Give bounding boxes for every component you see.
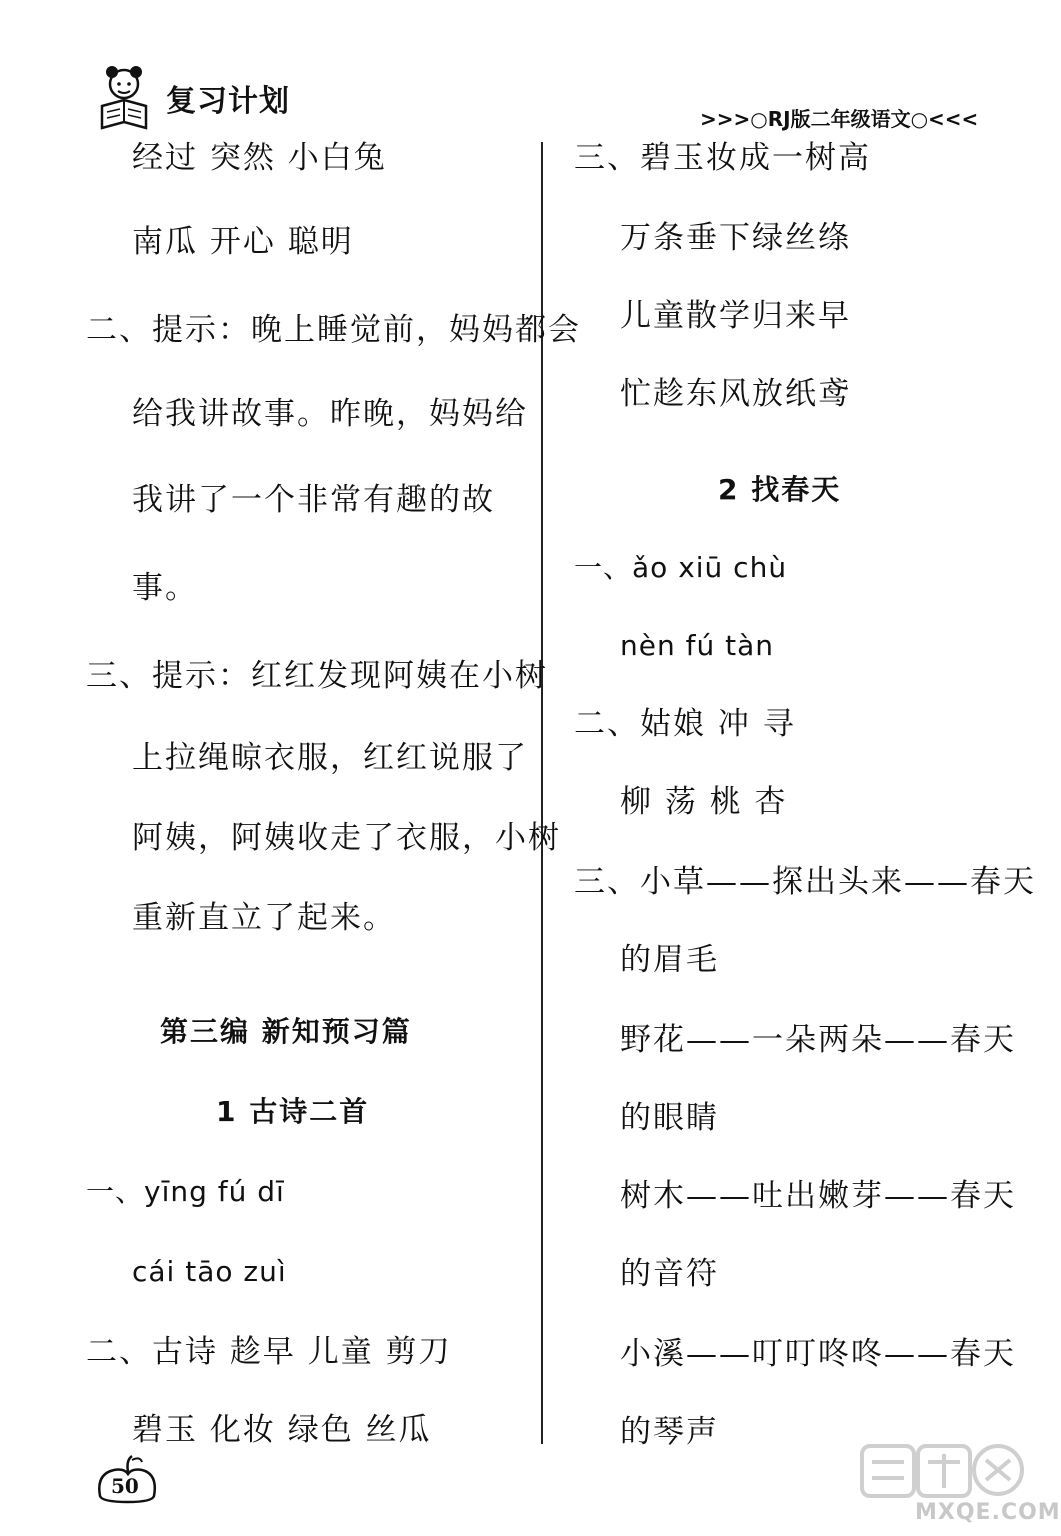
answer-line: 二、古诗 趁早 儿童 剪刀 [86,1334,452,1370]
section-heading: 第三编 新知预习篇 [160,1015,412,1048]
edition-label: >>>○RJ版二年级语文○<<< [700,107,979,131]
pinyin-line: 一、yīng fú dī [86,1175,285,1208]
answer-line: 的音符 [620,1256,719,1292]
poem-line: 万条垂下绿丝绦 [620,220,851,256]
answer-line: 的眉毛 [620,942,719,978]
answer-line: 阿姨，阿姨收走了衣服，小树 [132,820,561,856]
poem-line: 三、碧玉妆成一树高 [574,140,871,176]
watermark-text: MXQE.COM [915,1500,1061,1525]
poem-line: 儿童散学归来早 [620,298,851,334]
book-title: 复习计划 [166,84,290,119]
answer-line: 野花——一朵两朵——春天 [620,1022,1016,1058]
answer-line: 的眼睛 [620,1100,719,1136]
answer-line: 二、姑娘 冲 寻 [574,706,796,742]
answer-line: 小溪——叮叮咚咚——春天 [620,1336,1016,1372]
poem-line: 忙趁东风放纸鸢 [620,376,851,412]
answer-line: 给我讲故事。昨晚，妈妈给 [132,396,528,432]
pinyin-line: cái tāo zuì [132,1255,287,1288]
lesson-title: 1 古诗二首 [216,1095,370,1128]
answer-line: 三、小草——探出头来——春天 [574,864,1036,900]
answer-line: 树木——吐出嫩芽——春天 [620,1178,1016,1214]
answer-line: 我讲了一个非常有趣的故 [132,482,495,518]
answer-line: 二、提示：晚上睡觉前，妈妈都会 [86,312,581,348]
lesson-title: 2 找春天 [718,473,842,506]
answer-line: 碧玉 化妆 绿色 丝瓜 [132,1412,432,1448]
pinyin-line: nèn fú tàn [620,629,775,662]
page-header [0,0,1041,140]
answer-line: 重新直立了起来。 [132,900,396,936]
answer-line: 的琴声 [620,1414,719,1450]
pinyin-line: 一、ǎo xiū chù [574,551,788,584]
answer-line: 南瓜 开心 聪明 [132,224,354,260]
answer-line: 经过 突然 小白兔 [132,140,387,176]
answer-line: 柳 荡 桃 杏 [620,784,788,820]
page-number: 50 [111,1474,139,1498]
reading-child-icon [94,64,154,134]
answer-line: 事。 [132,570,198,606]
answer-line: 三、提示：红红发现阿姨在小树 [86,658,548,694]
answer-line: 上拉绳晾衣服，红红说服了 [132,740,528,776]
